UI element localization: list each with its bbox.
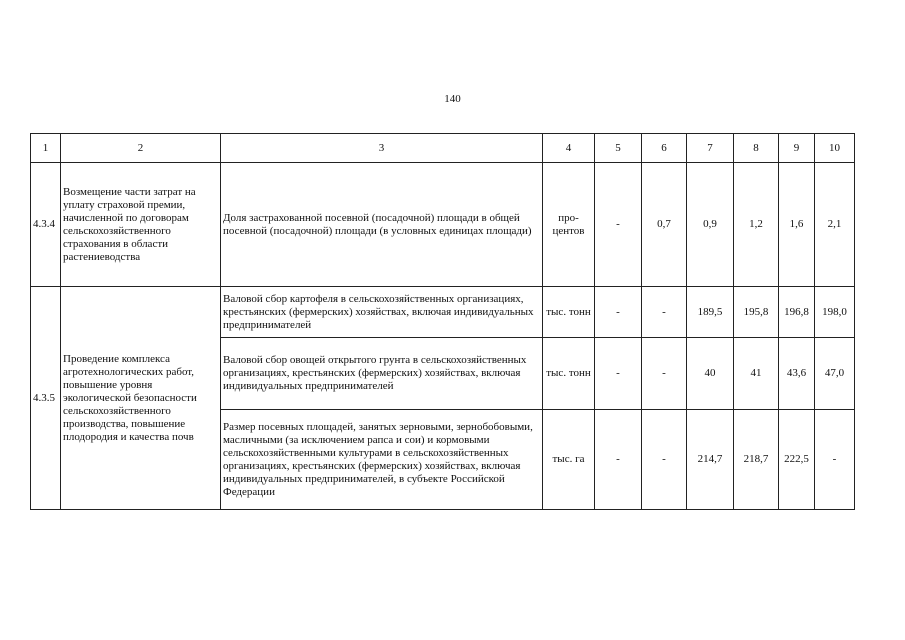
value-col-7: 0,9 [687,163,734,287]
value-col-5: - [595,338,642,410]
row-number: 4.3.4 [31,163,61,287]
value-col-8: 41 [734,338,779,410]
header-col-9: 9 [779,134,815,163]
value-col-5: - [595,410,642,510]
header-col-7: 7 [687,134,734,163]
value-col-10: - [815,410,855,510]
header-col-1: 1 [31,134,61,163]
header-col-4: 4 [543,134,595,163]
measure-text: Проведение комплекса агротехнологических работ, повышение уровня экологической безопасности сельскохозяйственного производства, повышение плодородия и качества почв [61,287,221,510]
value-col-6: 0,7 [642,163,687,287]
value-col-6: - [642,410,687,510]
value-col-9: 43,6 [779,338,815,410]
header-col-3: 3 [221,134,543,163]
value-col-8: 195,8 [734,287,779,338]
value-col-8: 1,2 [734,163,779,287]
value-col-7: 40 [687,338,734,410]
value-col-8: 218,7 [734,410,779,510]
indicator-text: Размер посевных площадей, занятых зерновыми, зернобобовыми, масличными (за исключением рапса и сои) и кормовыми сельскохозяйственными культурами в сельскохозяйственных организациях, крестьянских (фермерских) хозяйствах, включая индивидуальных предпринимателей, в субъекте Российской Федерации [221,410,543,510]
value-col-10: 198,0 [815,287,855,338]
unit-cell: тыс. тонн [543,338,595,410]
value-col-6: - [642,287,687,338]
table-row [31,163,855,287]
value-col-9: 1,6 [779,163,815,287]
indicator-text: Валовой сбор картофеля в сельскохозяйственных организациях, крестьянских (фермерских) хозяйствах, включая индивидуальных предпринимателей [221,287,543,338]
value-col-7: 189,5 [687,287,734,338]
header-col-2: 2 [61,134,221,163]
page-number: 140 [444,93,461,105]
header-col-6: 6 [642,134,687,163]
value-col-6: - [642,338,687,410]
value-col-5: - [595,287,642,338]
value-col-9: 222,5 [779,410,815,510]
value-col-7: 214,7 [687,410,734,510]
header-col-8: 8 [734,134,779,163]
indicator-text: Доля застрахованной посевной (посадочной) площади в общей посевной (посадочной) площади (в условных единицах площади) [221,163,543,287]
unit-cell: тыс. тонн [543,287,595,338]
table-header-row [31,134,855,163]
value-col-10: 47,0 [815,338,855,410]
row-number: 4.3.5 [31,287,61,510]
value-col-10: 2,1 [815,163,855,287]
measure-text: Возмещение части затрат на уплату страховой премии, начисленной по договорам сельскохозяйственного страхования в области растениеводства [61,163,221,287]
table-row [31,287,855,338]
indicators-table [30,133,855,510]
header-col-10: 10 [815,134,855,163]
unit-cell: про-центов [543,163,595,287]
value-col-5: - [595,163,642,287]
value-col-9: 196,8 [779,287,815,338]
header-col-5: 5 [595,134,642,163]
unit-cell: тыс. га [543,410,595,510]
indicator-text: Валовой сбор овощей открытого грунта в сельскохозяйственных организациях, крестьянских (фермерских) хозяйствах, включая индивидуальных предпринимателей [221,338,543,410]
